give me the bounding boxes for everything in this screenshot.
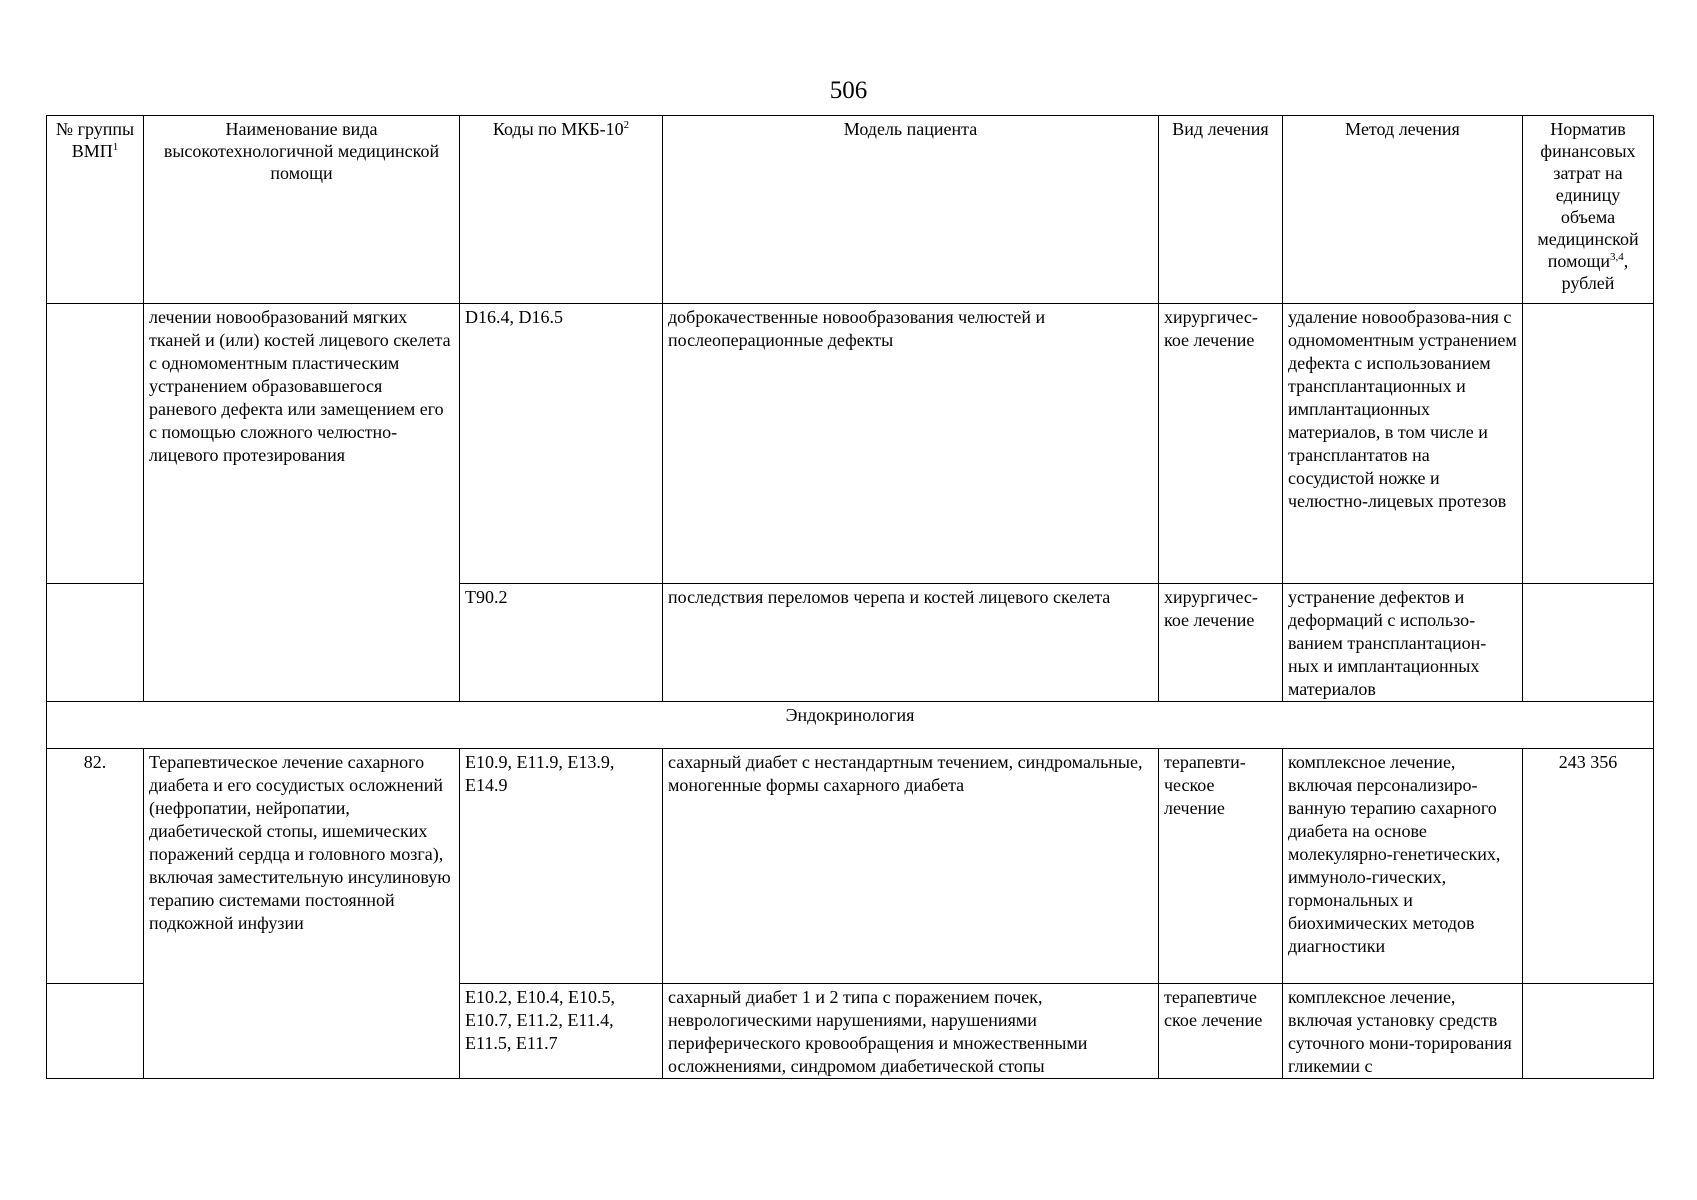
header-treatment-method: Метод лечения (1283, 116, 1523, 304)
cell-group (47, 984, 144, 1079)
cell-type: хирургичес-кое лечение (1159, 584, 1283, 702)
cell-group (47, 304, 144, 584)
cell-cost (1523, 304, 1654, 584)
header-group-number: № группы ВМП$^1$ (47, 116, 144, 304)
cell-method: удаление новообразова-ния с одномоментным устранением дефекта с использованием трансплантационных и имплантационных материалов, в том числе и трансплантатов на сосудистой ножке и челюстно-лицевых протезов (1283, 304, 1523, 584)
cell-method: устранение дефектов и деформаций с использо-ванием трансплантацион-ных и имплантационных материалов (1283, 584, 1523, 702)
cell-codes: D16.4, D16.5 (460, 304, 663, 584)
cell-codes: E10.9, E11.9, E13.9, E14.9 (460, 749, 663, 984)
cell-cost (1523, 984, 1654, 1079)
cell-group: 82. (47, 749, 144, 984)
table-row (47, 304, 1654, 584)
header-treatment-type: Вид лечения (1159, 116, 1283, 304)
cell-method: комплексное лечение, включая персонализиро-ванную терапию сахарного диабета на основе молекулярно-генетических, иммуноло-гических, гормональных и биохимических методов диагностики (1283, 749, 1523, 984)
section-title: Эндокринология (47, 702, 1654, 749)
cell-type: терапевтиче ское лечение (1159, 984, 1283, 1079)
cell-cost (1523, 584, 1654, 702)
cell-care-name: Терапевтическое лечение сахарного диабета и его сосудистых осложнений (нефропатии, нейропатии, диабетической стопы, ишемических поражений сердца и головного мозга), включая заместительную инсулиновую терапию системами постоянной подкожной инфузии (144, 749, 460, 1079)
header-cost-norm: Норматив финансовых затрат на единицу объема медицинской помощи$^{3,4}$, рублей (1523, 116, 1654, 304)
cell-model: последствия переломов черепа и костей лицевого скелета (663, 584, 1159, 702)
cell-type: терапевти-ческое лечение (1159, 749, 1283, 984)
cell-group (47, 584, 144, 702)
cell-model: сахарный диабет с нестандартным течением, синдромальные, моногенные формы сахарного диабета (663, 749, 1159, 984)
section-row (47, 702, 1654, 749)
cell-codes: T90.2 (460, 584, 663, 702)
vmp-table (46, 115, 1654, 1079)
cell-cost: 243 356 (1523, 749, 1654, 984)
cell-method: комплексное лечение, включая установку средств суточного мони-торирования гликемии с (1283, 984, 1523, 1079)
cell-model: сахарный диабет 1 и 2 типа с поражением почек, неврологическими нарушениями, нарушениями периферического кровообращения и множественными осложнениями, синдромом диабетической стопы (663, 984, 1159, 1079)
page-number: 506 (829, 77, 868, 104)
table-header-row (47, 116, 1654, 304)
cell-model: доброкачественные новообразования челюстей и послеоперационные дефекты (663, 304, 1159, 584)
table-row (47, 749, 1654, 984)
header-patient-model: Модель пациента (663, 116, 1159, 304)
header-care-type: Наименование вида высокотехнологичной медицинской помощи (144, 116, 460, 304)
header-icd-codes: Коды по МКБ-$10^2$ (460, 116, 663, 304)
cell-care-name: лечении новообразований мягких тканей и (или) костей лицевого скелета с одномоментным пластическим устранением образовавшегося раневого дефекта или замещением его с помощью сложного челюстно-лицевого протезирования (144, 304, 460, 702)
cell-codes: E10.2, E10.4, E10.5, E10.7, E11.2, E11.4, E11.5, E11.7 (460, 984, 663, 1079)
cell-type: хирургичес-кое лечение (1159, 304, 1283, 584)
